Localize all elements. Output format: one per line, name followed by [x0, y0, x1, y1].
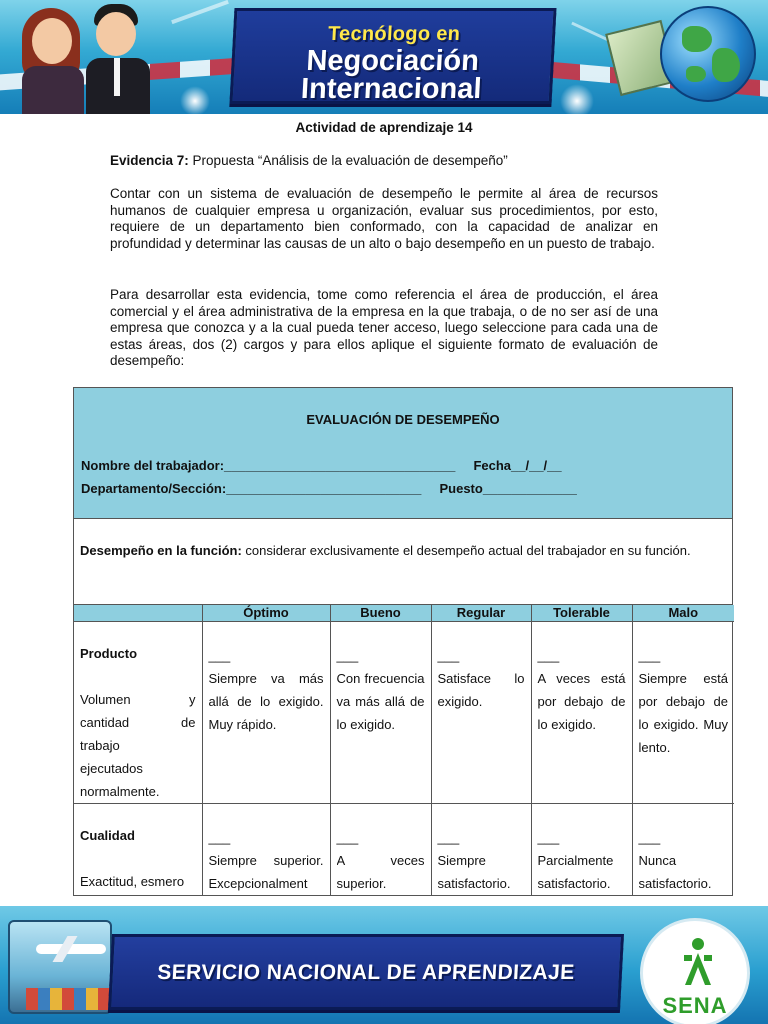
rating-level-text: Parcialmente satisfactorio.: [537, 852, 614, 891]
trade-illustration: [8, 920, 112, 1014]
globe-icon: [660, 6, 756, 102]
rating-level-text: Siempre está por debajo de lo exigido. Muy lento.: [638, 670, 728, 755]
criterion-description: Exactitud, esmero: [80, 873, 185, 889]
evidence-label: Evidencia 7:: [110, 153, 189, 168]
businessman-illustration: [82, 2, 154, 114]
program-title-line2: Negociación: [305, 45, 480, 77]
criterion-row: [74, 803, 734, 895]
rating-blank[interactable]: ___: [638, 829, 661, 845]
rating-cell[interactable]: [632, 621, 734, 803]
light-streak: [571, 22, 609, 42]
light-streak: [171, 0, 229, 24]
rating-blank[interactable]: ___: [208, 647, 231, 663]
rating-cell[interactable]: [632, 803, 734, 895]
column-header: Regular: [431, 605, 531, 621]
rating-level-text: Siempre satisfactorio.: [437, 852, 511, 891]
column-header: Malo: [632, 605, 734, 621]
function-description: [74, 519, 732, 605]
sena-wordmark: SENA: [662, 993, 728, 1018]
evaluation-form: [73, 387, 733, 896]
function-description-label: Desempeño en la función:: [80, 543, 242, 558]
criterion-description: Volumen y: [80, 691, 196, 707]
rating-blank[interactable]: ___: [638, 647, 661, 663]
criterion-description: ejecutados: [80, 760, 143, 776]
institution-title-plate: [108, 934, 624, 1010]
institution-title: SERVICIO NACIONAL DE APRENDIZAJE: [156, 961, 576, 984]
rating-level-text: Con frecuencia va más allá de lo exigido.: [336, 670, 425, 732]
cargo-containers-icon: [26, 988, 110, 1010]
program-title-plate: [229, 8, 556, 104]
criterion-cell: [74, 621, 202, 803]
rating-level-text: Siempre superior. Excepcionalment: [208, 852, 324, 891]
intro-paragraph: Contar con un sistema de evaluación de desempeño le permite al área de recursos humanos de cualquier empresa u organización, evaluar sus procedimientos, por esto, requiere de un departamento bien conformado, con la capacidad de analizar en profundidad y determinar las causas de un alto o bajo desempeño en un puesto de trabajo.: [110, 186, 658, 251]
criterion-name: Cualidad: [80, 827, 135, 843]
column-header: Óptimo: [202, 605, 330, 621]
worker-date-row: Nombre del trabajador:________________________________ Fecha__/__/__: [81, 458, 562, 473]
sena-logo: [640, 918, 750, 1024]
rating-level-text: Satisface lo exigido.: [437, 670, 525, 709]
rating-cell[interactable]: [330, 621, 431, 803]
sena-figure-icon: [681, 937, 715, 989]
activity-title: Actividad de aprendizaje 14: [295, 120, 473, 135]
evidence-text: Propuesta “Análisis de la evaluación de desempeño”: [188, 153, 508, 168]
function-description-text: considerar exclusivamente el desempeño actual del trabajador en su función.: [241, 543, 691, 558]
rating-cell[interactable]: [531, 621, 632, 803]
instructions-paragraph: Para desarrollar esta evidencia, tome como referencia el área de producción, el área comercial y el área administrativa de la empresa en la que trabaja, o de no ser así de una empresa que conozca y a la cual pueda tener acceso, luego seleccione para cada una de estas áreas, dos (2) cargos y para ellos aplique el siguiente formato de evaluación de desempeño:: [110, 287, 658, 369]
criterion-description: trabajo: [80, 737, 120, 753]
column-header: Bueno: [330, 605, 431, 621]
rating-level-text: A veces está por debajo de lo exigido.: [537, 670, 626, 732]
rating-level-text: Siempre va más allá de lo exigido. Muy rápido.: [208, 670, 324, 732]
evaluation-title: EVALUACIÓN DE DESEMPEÑO: [306, 412, 500, 427]
program-title-line1: Tecnólogo en: [327, 23, 461, 45]
rating-cell[interactable]: [431, 621, 531, 803]
rating-cell[interactable]: [431, 803, 531, 895]
rating-level-text: Nunca satisfactorio.: [638, 852, 712, 891]
rating-blank[interactable]: ___: [537, 829, 560, 845]
department-position-row: Departamento/Sección:___________________________ Puesto_____________: [81, 481, 577, 496]
stage-light: [180, 86, 210, 114]
criterion-cell: [74, 803, 202, 895]
rating-scale-table: [74, 605, 734, 895]
program-title-line3: Internacional: [300, 73, 483, 105]
column-header: Tolerable: [531, 605, 632, 621]
rating-blank[interactable]: ___: [336, 829, 359, 845]
evaluation-header: [74, 388, 732, 519]
column-header: [74, 605, 202, 621]
rating-blank[interactable]: ___: [437, 829, 460, 845]
rating-cell[interactable]: [330, 803, 431, 895]
rating-blank[interactable]: ___: [437, 647, 460, 663]
criterion-name: Producto: [80, 645, 138, 661]
criterion-description: cantidad de: [80, 714, 196, 730]
rating-level-text: A veces superior.: [336, 852, 425, 891]
rating-cell[interactable]: [531, 803, 632, 895]
bottom-banner: [0, 906, 768, 1024]
evidence-heading: [110, 153, 658, 170]
rating-header-row: [74, 605, 734, 621]
rating-blank[interactable]: ___: [208, 829, 231, 845]
rating-blank[interactable]: ___: [336, 647, 359, 663]
criterion-row: [74, 621, 734, 803]
rating-cell[interactable]: [202, 803, 330, 895]
rating-cell[interactable]: [202, 621, 330, 803]
criterion-description: normalmente.: [80, 783, 160, 799]
rating-blank[interactable]: ___: [537, 647, 560, 663]
stage-light: [560, 84, 594, 114]
top-banner: [0, 0, 768, 114]
